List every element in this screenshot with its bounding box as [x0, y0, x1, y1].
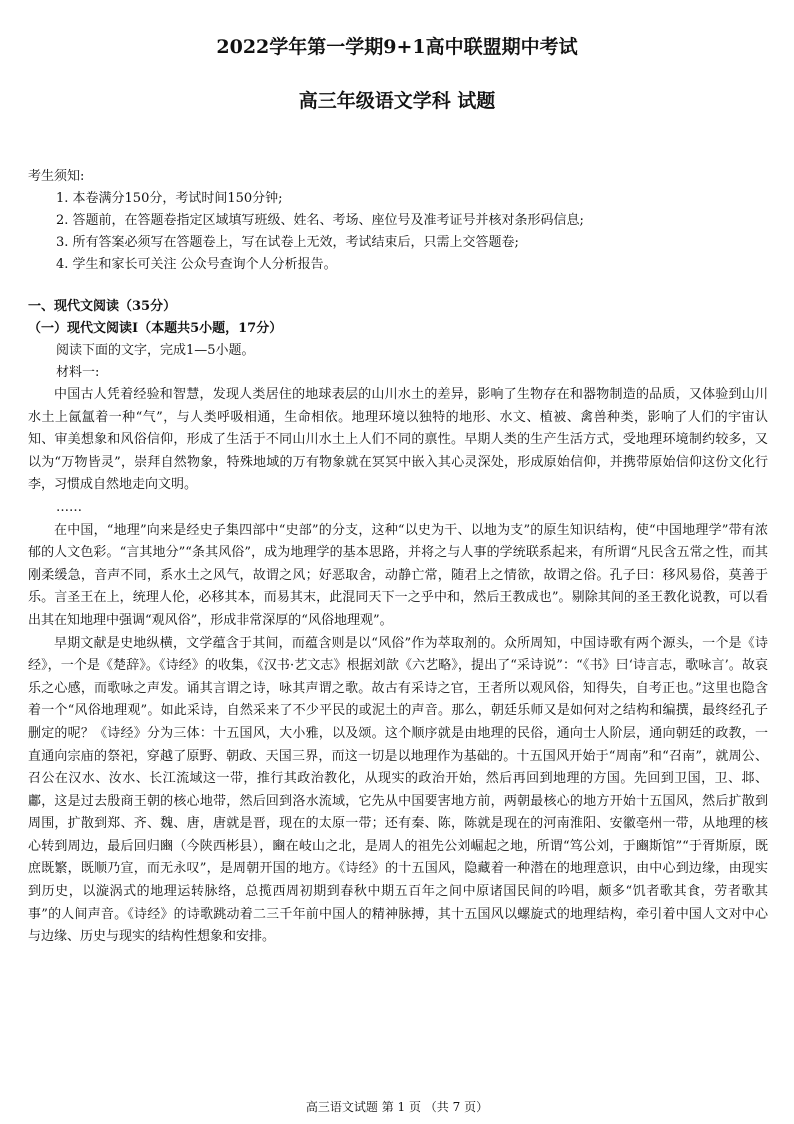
passage-ellipsis: ……: [56, 499, 82, 515]
passage-paragraph: 中国古人凭着经验和智慧，发现人类居住的地球表层的山川水土的差异，影响了生物存在和器物制造的品质，又体验到山川水土上氤氲着一种“气”，与人类呼吸相通，生命相依。地理环境以独特的地形、水文、植被、禽兽种类，影响了人们的宇宙认知、审美想象和风俗信仰，形成了生活于不同山川水土上人们不同的禀性。早期人类的生产生活方式，受地理环境制约较多，又以为“万物皆灵”，崇拜自然物象，特殊地域的万有物象就在冥冥中嵌入其心灵深处，形成原始信仰，并携带原始信仰这份文化行李，习惯成自然地走向文明。: [28, 387, 768, 493]
notice-item: 3. 所有答案必须写在答题卷上，写在试卷上无效，考试结束后，只需上交答题卷;: [56, 235, 519, 250]
notice-block: [28, 166, 768, 276]
reading-passage: [28, 384, 768, 949]
passage-paragraph: 在中国，“地理”向来是经史子集四部中“史部”的分支，这种“以史为干、以地为支”的原生知识结构，使“中国地理学”带有浓郁的人文色彩。“言其地分”“条其风俗”，成为地理学的基本思路，并将之与人事的学统联系起来，有所谓“凡民含五常之性，而其刚柔缓急，音声不同，系水土之风气，故谓之风；好恶取舍，动静亡常，随君上之情欲，故谓之俗。孔子曰：移风易俗，莫善于乐。言圣王在上，统理人伦，必移其本，而易其末，此混同天下一之乎中和，然后王教成也”。剔除其间的圣王教化说教，可以看出其在知地理中强调“观风俗”，形成非常深厚的“风俗地理观”。: [28, 522, 768, 628]
section-header-block: [28, 296, 768, 384]
exam-subtitle: 高三年级语文学科 试题: [298, 90, 496, 112]
section-heading: 一、现代文阅读（35分）: [28, 299, 177, 314]
exam-title: 2022学年第一学期9+1高中联盟期中考试: [216, 36, 578, 58]
reading-instruction: 阅读下面的文字，完成1—5小题。: [56, 343, 255, 358]
notice-item: 2. 答题前，在答题卷指定区域填写班级、姓名、考场、座位号及准考证号并核对条形码信息;: [56, 213, 584, 228]
notice-item: 4. 学生和家长可关注 公众号查询个人分析报告。: [56, 257, 337, 272]
subsection-heading: （一）现代文阅读Ⅰ（本题共5小题，17分）: [28, 321, 283, 336]
notice-item: 1. 本卷满分150分，考试时间150分钟;: [56, 191, 283, 206]
notice-heading: 考生须知:: [28, 169, 85, 184]
material-label: 材料一:: [56, 365, 100, 380]
page-footer: 高三语文试题 第 1 页 （共 7 页）: [305, 1100, 489, 1114]
passage-paragraph: 早期文献是史地纵横，文学蕴含于其间，而蕴含则是以“风俗”作为萃取剂的。众所周知，中国诗歌有两个源头，一个是《诗经》，一个是《楚辞》。《诗经》的收集，《汉书·艺文志》根据刘歆《六艺略》，提出了“采诗说”：“《书》曰‘诗言志，歌咏言’。故哀乐之心感，而歌咏之声发。诵其言谓之诗，咏其声谓之歌。故古有采诗之官，王者所以观风俗，知得失，自考正也。”这里也隐含着一个“风俗地理观”。如此采诗，自然采来了不少平民的或泥土的声音。那么，朝廷乐师又是如何对之结构和编撰，最终经孔子删定的呢？《诗经》分为三体：十五国风，大小雅，以及颂。这个顺序就是由地理的民俗，通向士人阶层，通向朝廷的政教，一直通向宗庙的祭祀，穿越了原野、朝政、天国三界，而这一切是以地理作为基础的。十五国风开始于“周南”和“召南”，就周公、召公在汉水、汝水、长江流域这一带，推行其政治教化，从现实的政治开始，然后再回到地理的方国。先回到卫国，卫、邶、鄘，这是过去殷商王朝的核心地带，然后回到洛水流域，它先从中国要害地方前，两朝最核心的地方开始十五国风，然后扩散到周围，扩散到郑、齐、魏、唐，唐就是晋，现在的太原一带；还有秦、陈，陈就是现在的河南淮阳、安徽亳州一带，从地理的核心转到周边，最后回归豳（今陕西彬县），豳在岐山之北，是周人的祖先公刘崛起之地，所谓“笃公刘，于豳斯馆”“于胥斯原，既庶既繁，既顺乃宣，而无永叹”，是周朝开国的地方。《诗经》的十五国风，隐藏着一种潜在的地理意识，由中心到边缘，由现实到历史，以漩涡式的地理运转脉络，总揽西周初期到春秋中期五百年之间中原诸国民间的吟唱，颇多“饥者歌其食，劳者歌其事”的人间声音。《诗经》的诗歌跳动着二三千年前中国人的精神脉搏，其十五国风以螺旋式的地理结构，牵引着中国人文对中心与边缘、历史与现实的结构性想象和安排。: [28, 635, 768, 945]
